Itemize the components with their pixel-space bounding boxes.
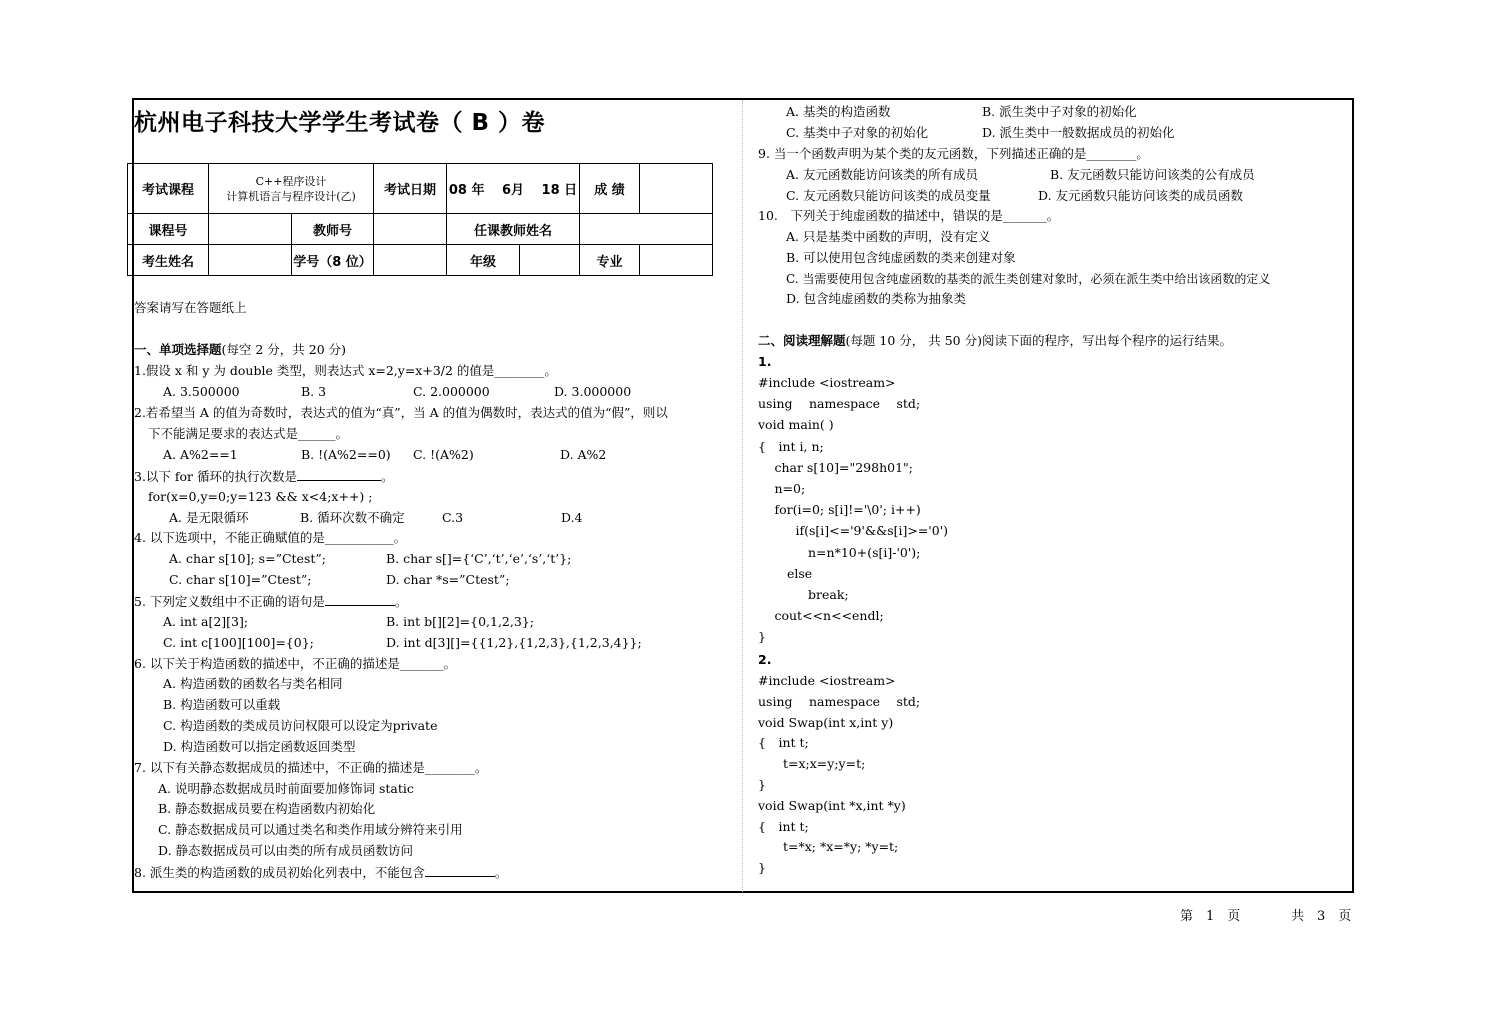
q3-text [134, 468, 394, 485]
q5-option-b: B. int b[][2]={0,1,2,3}; [386, 614, 534, 629]
code-line: char s[10]="298h01"; [758, 459, 913, 475]
code-line: using namespace std; [758, 396, 921, 412]
course-line1: C++程序设计 [255, 174, 327, 188]
q8-option-c: C. 基类中子对象的初始化 [786, 125, 929, 140]
q8-text-post: 。 [494, 865, 508, 880]
score-label: 成 绩 [580, 164, 640, 214]
q9-text: 9. 当一个函数声明为某个类的友元函数，下列描述正确的是________。 [758, 146, 1149, 161]
section1-desc: (每空 2 分，共 20 分) [221, 342, 347, 357]
teacher-name-cell [580, 214, 713, 245]
q7-option-a: A. 说明静态数据成员时前面要加修饰词 static [158, 781, 414, 796]
score-cell [640, 164, 713, 214]
q5-text [134, 593, 407, 610]
q5-text-post: 。 [394, 594, 408, 609]
code-line: void Swap(int *x,int *y) [758, 797, 906, 813]
code-line: void main( ) [758, 417, 834, 433]
code-line: { int t; [758, 735, 809, 751]
code-line: break; [758, 587, 849, 602]
teacher-no-cell [374, 214, 447, 245]
date-value: 08 年 6月 18 日 [447, 164, 580, 214]
course-label: 考试课程 [128, 164, 209, 214]
q6-option-b: B. 构造函数可以重载 [163, 697, 281, 712]
course-no-label: 课程号 [128, 214, 209, 245]
program2-number: 2. [758, 652, 772, 667]
code-line: #include <iostream> [758, 375, 896, 390]
code-line: } [758, 629, 766, 645]
q6-option-c: C. 构造函数的类成员访问权限可以设定为private [163, 718, 438, 733]
student-id-label: 学号（8 位） [292, 245, 374, 276]
q8-blank [425, 864, 495, 877]
section2-desc: (每题 10 分， 共 50 分)阅读下面的程序，写出每个程序的运行结果。 [845, 333, 1232, 348]
q3-blank [297, 468, 381, 481]
code-line: cout<<n<<endl; [758, 608, 884, 624]
q7-option-d: D. 静态数据成员可以由类的所有成员函数访问 [158, 843, 414, 858]
q5-blank [325, 593, 395, 606]
q4-text: 4. 以下选项中，不能正确赋值的是___________。 [134, 530, 407, 545]
code-line: { int i, n; [758, 438, 824, 454]
page-total: 共 3 页 [1291, 909, 1352, 924]
code-line: void Swap(int x,int y) [758, 714, 894, 730]
q1-text: 1.假设 x 和 y 为 double 类型，则表达式 x=2,y=x+3/2 的值是________。 [134, 363, 557, 378]
code-line: else [758, 565, 813, 581]
q2-option-d: D. A%2 [560, 447, 607, 462]
q1-option-b: B. 3 [301, 384, 327, 399]
q3-option-d: D.4 [561, 510, 583, 525]
q8-option-b: B. 派生类中子对象的初始化 [982, 104, 1137, 119]
q9-option-d: D. 友元函数只能访问该类的成员函数 [1038, 188, 1244, 203]
q2-option-c: C. !(A%2) [413, 447, 474, 462]
q3-option-a: A. 是无限循环 [169, 510, 249, 525]
section2-title: 二、阅读理解题 [758, 333, 846, 348]
q10-option-c: C. 当需要使用包含纯虚函数的基类的派生类创建对象时，必须在派生类中给出该函数的定义 [786, 272, 1271, 286]
q5-option-a: A. int a[2][3]; [163, 614, 249, 629]
q4-option-d: D. char *s=”Ctest”; [386, 572, 510, 587]
q3-code: for(x=0,y=0;y=123 && x<4;x++) ; [148, 489, 373, 504]
grade-label: 年级 [447, 245, 520, 276]
q7-text: 7. 以下有关静态数据成员的描述中，不正确的描述是________。 [134, 760, 488, 775]
q2-option-b: B. !(A%2==0) [301, 447, 391, 462]
q1-option-d: D. 3.000000 [554, 384, 632, 399]
column-divider [742, 100, 743, 892]
q2-text-line1: 2.若希望当 A 的值为奇数时，表达式的值为“真”，当 A 的值为偶数时，表达式的值为“假”，则以 [134, 405, 668, 420]
q7-option-c: C. 静态数据成员可以通过类名和类作用域分辨符来引用 [158, 822, 463, 837]
q2-option-a: A. A%2==1 [163, 447, 238, 462]
exam-title: 杭州电子科技大学学生考试卷（ B ）卷 [134, 110, 546, 136]
date-label: 考试日期 [374, 164, 447, 214]
code-line: t=*x; *x=*y; *y=t; [758, 839, 899, 855]
q10-option-d: D. 包含纯虚函数的类称为抽象类 [786, 291, 967, 306]
q4-option-a: A. char s[10]; s=”Ctest”; [169, 551, 326, 566]
major-cell [640, 245, 713, 276]
q3-option-b: B. 循环次数不确定 [300, 510, 405, 525]
code-line: if(s[i]<='9'&&s[i]>='0') [758, 523, 949, 539]
major-label: 专业 [580, 245, 640, 276]
q3-text-pre: 3.以下 for 循环的执行次数是 [134, 469, 298, 484]
teacher-no-label: 教师号 [292, 214, 374, 245]
code-line: t=x;x=y;y=t; [758, 756, 866, 772]
q9-option-c: C. 友元函数只能访问该类的成员变量 [786, 188, 991, 203]
q1-option-c: C. 2.000000 [413, 384, 490, 399]
code-line: { int t; [758, 818, 809, 834]
course-value [209, 164, 374, 214]
section2-heading [758, 333, 1232, 349]
q6-option-d: D. 构造函数可以指定函数返回类型 [163, 739, 356, 754]
code-line: for(i=0; s[i]!='\0'; i++) [758, 502, 921, 518]
code-line: n=n*10+(s[i]-'0'); [758, 544, 921, 560]
q2-text-line2: 下不能满足要求的表达式是______。 [148, 426, 349, 441]
course-no-cell [209, 214, 292, 245]
program1-number: 1. [758, 354, 772, 369]
q8-option-a: A. 基类的构造函数 [786, 104, 891, 119]
q9-option-a: A. 友元函数能访问该类的所有成员 [786, 167, 978, 182]
q5-text-pre: 5. 下列定义数组中不正确的语句是 [134, 594, 325, 609]
code-line: } [758, 777, 766, 792]
student-id-cell [374, 245, 447, 276]
info-table [127, 163, 713, 276]
q6-option-a: A. 构造函数的函数名与类名相同 [163, 676, 343, 691]
page-number: 第 1 页 [1180, 909, 1241, 924]
q4-option-b: B. char s[]={‘C’,‘t’,‘e’,‘s’,‘t’}; [386, 551, 572, 566]
code-line: using namespace std; [758, 693, 921, 709]
q5-option-c: C. int c[100][100]={0}; [163, 635, 314, 650]
q8-text [134, 864, 507, 881]
course-line2: 计算机语言与程序设计(乙) [226, 189, 356, 203]
q7-option-b: B. 静态数据成员要在构造函数内初始化 [158, 801, 376, 816]
q8-option-d: D. 派生类中一般数据成员的初始化 [982, 125, 1175, 140]
section1-heading [134, 342, 346, 358]
q5-option-d: D. int d[3][]={{1,2},{1,2,3},{1,2,3,4}}; [386, 635, 642, 650]
code-line: #include <iostream> [758, 673, 896, 688]
q10-text: 10. 下列关于纯虚函数的描述中，错误的是_______。 [758, 208, 1060, 223]
code-line: n=0; [758, 481, 806, 496]
q4-option-c: C. char s[10]=”Ctest”; [169, 572, 312, 587]
q9-option-b: B. 友元函数只能访问该类的公有成员 [1050, 167, 1255, 182]
student-name-label: 考生姓名 [128, 245, 209, 276]
q1-option-a: A. 3.500000 [163, 384, 240, 399]
q3-text-post: 。 [381, 469, 394, 484]
q8-text-pre: 8. 派生类的构造函数的成员初始化列表中，不能包含 [134, 865, 425, 880]
answer-note: 答案请写在答题纸上 [134, 300, 247, 315]
q6-text: 6. 以下关于构造函数的描述中，不正确的描述是_______。 [134, 656, 457, 671]
teacher-name-label: 任课教师姓名 [447, 214, 580, 245]
q3-option-c: C.3 [442, 510, 464, 525]
q10-option-b: B. 可以使用包含纯虚函数的类来创建对象 [786, 250, 1016, 265]
student-name-cell [209, 245, 292, 276]
code-line: } [758, 860, 766, 876]
q10-option-a: A. 只是基类中函数的声明，没有定义 [786, 229, 991, 244]
section1-title: 一、单项选择题 [134, 342, 222, 357]
grade-cell [520, 245, 580, 276]
